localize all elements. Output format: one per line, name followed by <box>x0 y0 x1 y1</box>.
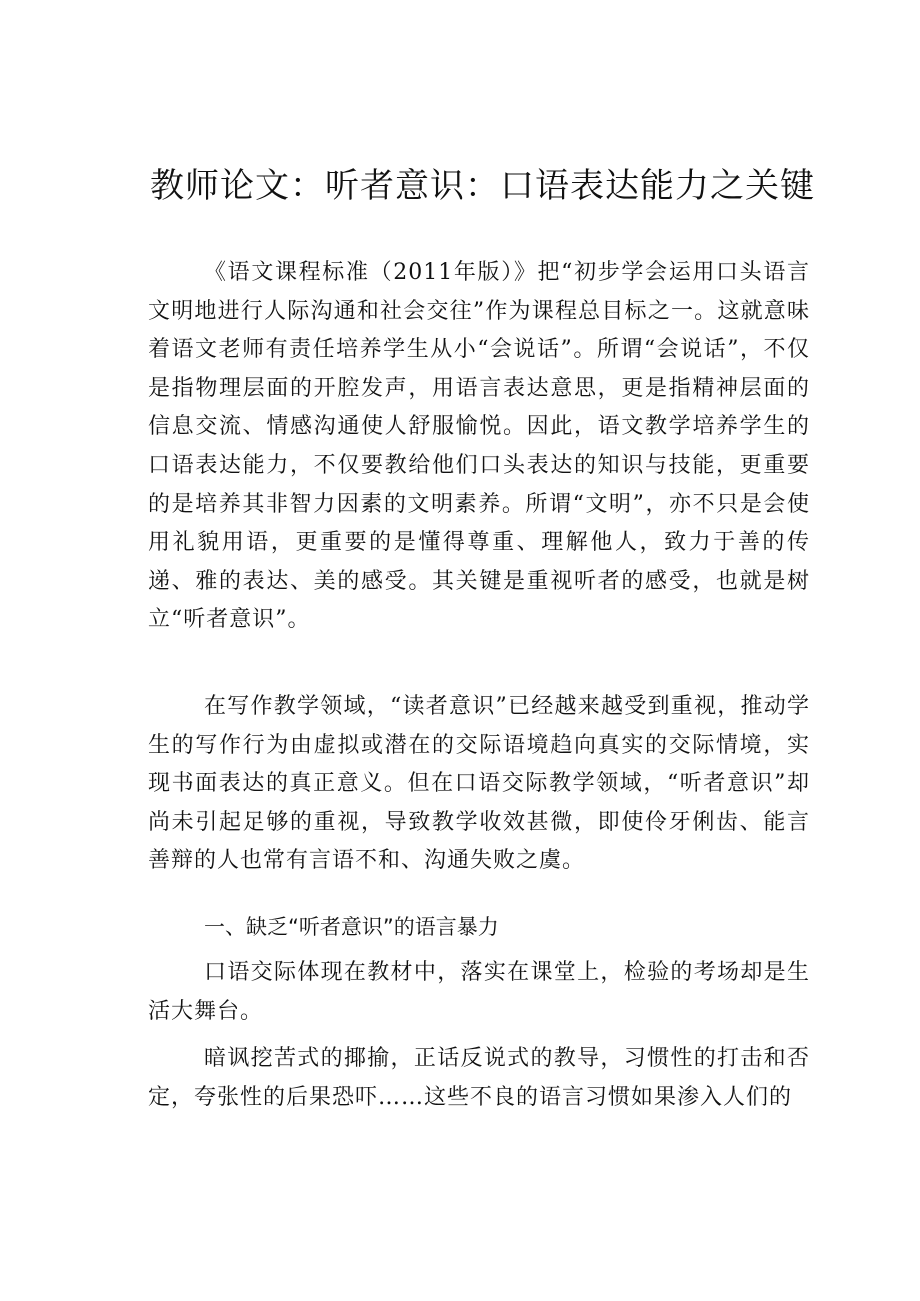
body-paragraph-2: 在写作教学领域，“读者意识”已经越来越受到重视，推动学生的写作行为由虚拟或潜在的交际语境趋向真实的交际情境，实现书面表达的真正意义。但在口语交际教学领域，“听者意识”却尚未引起足够的重视，导致教学收效甚微，即使伶牙俐齿、能言善辩的人也常有言语不和、沟通失败之虞。 <box>148 694 810 874</box>
section-paragraph-1: 口语交际体现在教材中，落实在课堂上，检验的考场却是生活大舞台。 <box>148 960 810 1024</box>
section-paragraph-2: 暗讽挖苦式的揶揄，正话反说式的教导，习惯性的打击和否定，夸张性的后果恐吓……这些不良的语言习惯如果渗入人们的 <box>148 1046 810 1110</box>
body-paragraph-1: 《语文课程标准（2011年版）》把“初步学会运用口头语言文明地进行人际沟通和社会交往”作为课程总目标之一。这就意味着语文老师有责任培养学生从小“会说话”。所谓“会说话”，不仅是指物理层面的开腔发声，用语言表达意思，更是指精神层面的信息交流、情感沟通使人舒服愉悦。因此，语文教学培养学生的口语表达能力，不仅要教给他们口头表达的知识与技能，更重要的是培养其非智力因素的文明素养。所谓“文明”，亦不只是会使用礼貌用语，更重要的是懂得尊重、理解他人，致力于善的传递、雅的表达、美的感受。其关键是重视听者的感受，也就是树立“听者意识”。 <box>148 260 810 633</box>
section-heading-1: 一、缺乏“听者意识”的语言暴力 <box>204 915 499 939</box>
document-title: 教师论文：听者意识：口语表达能力之关键 <box>150 166 815 206</box>
